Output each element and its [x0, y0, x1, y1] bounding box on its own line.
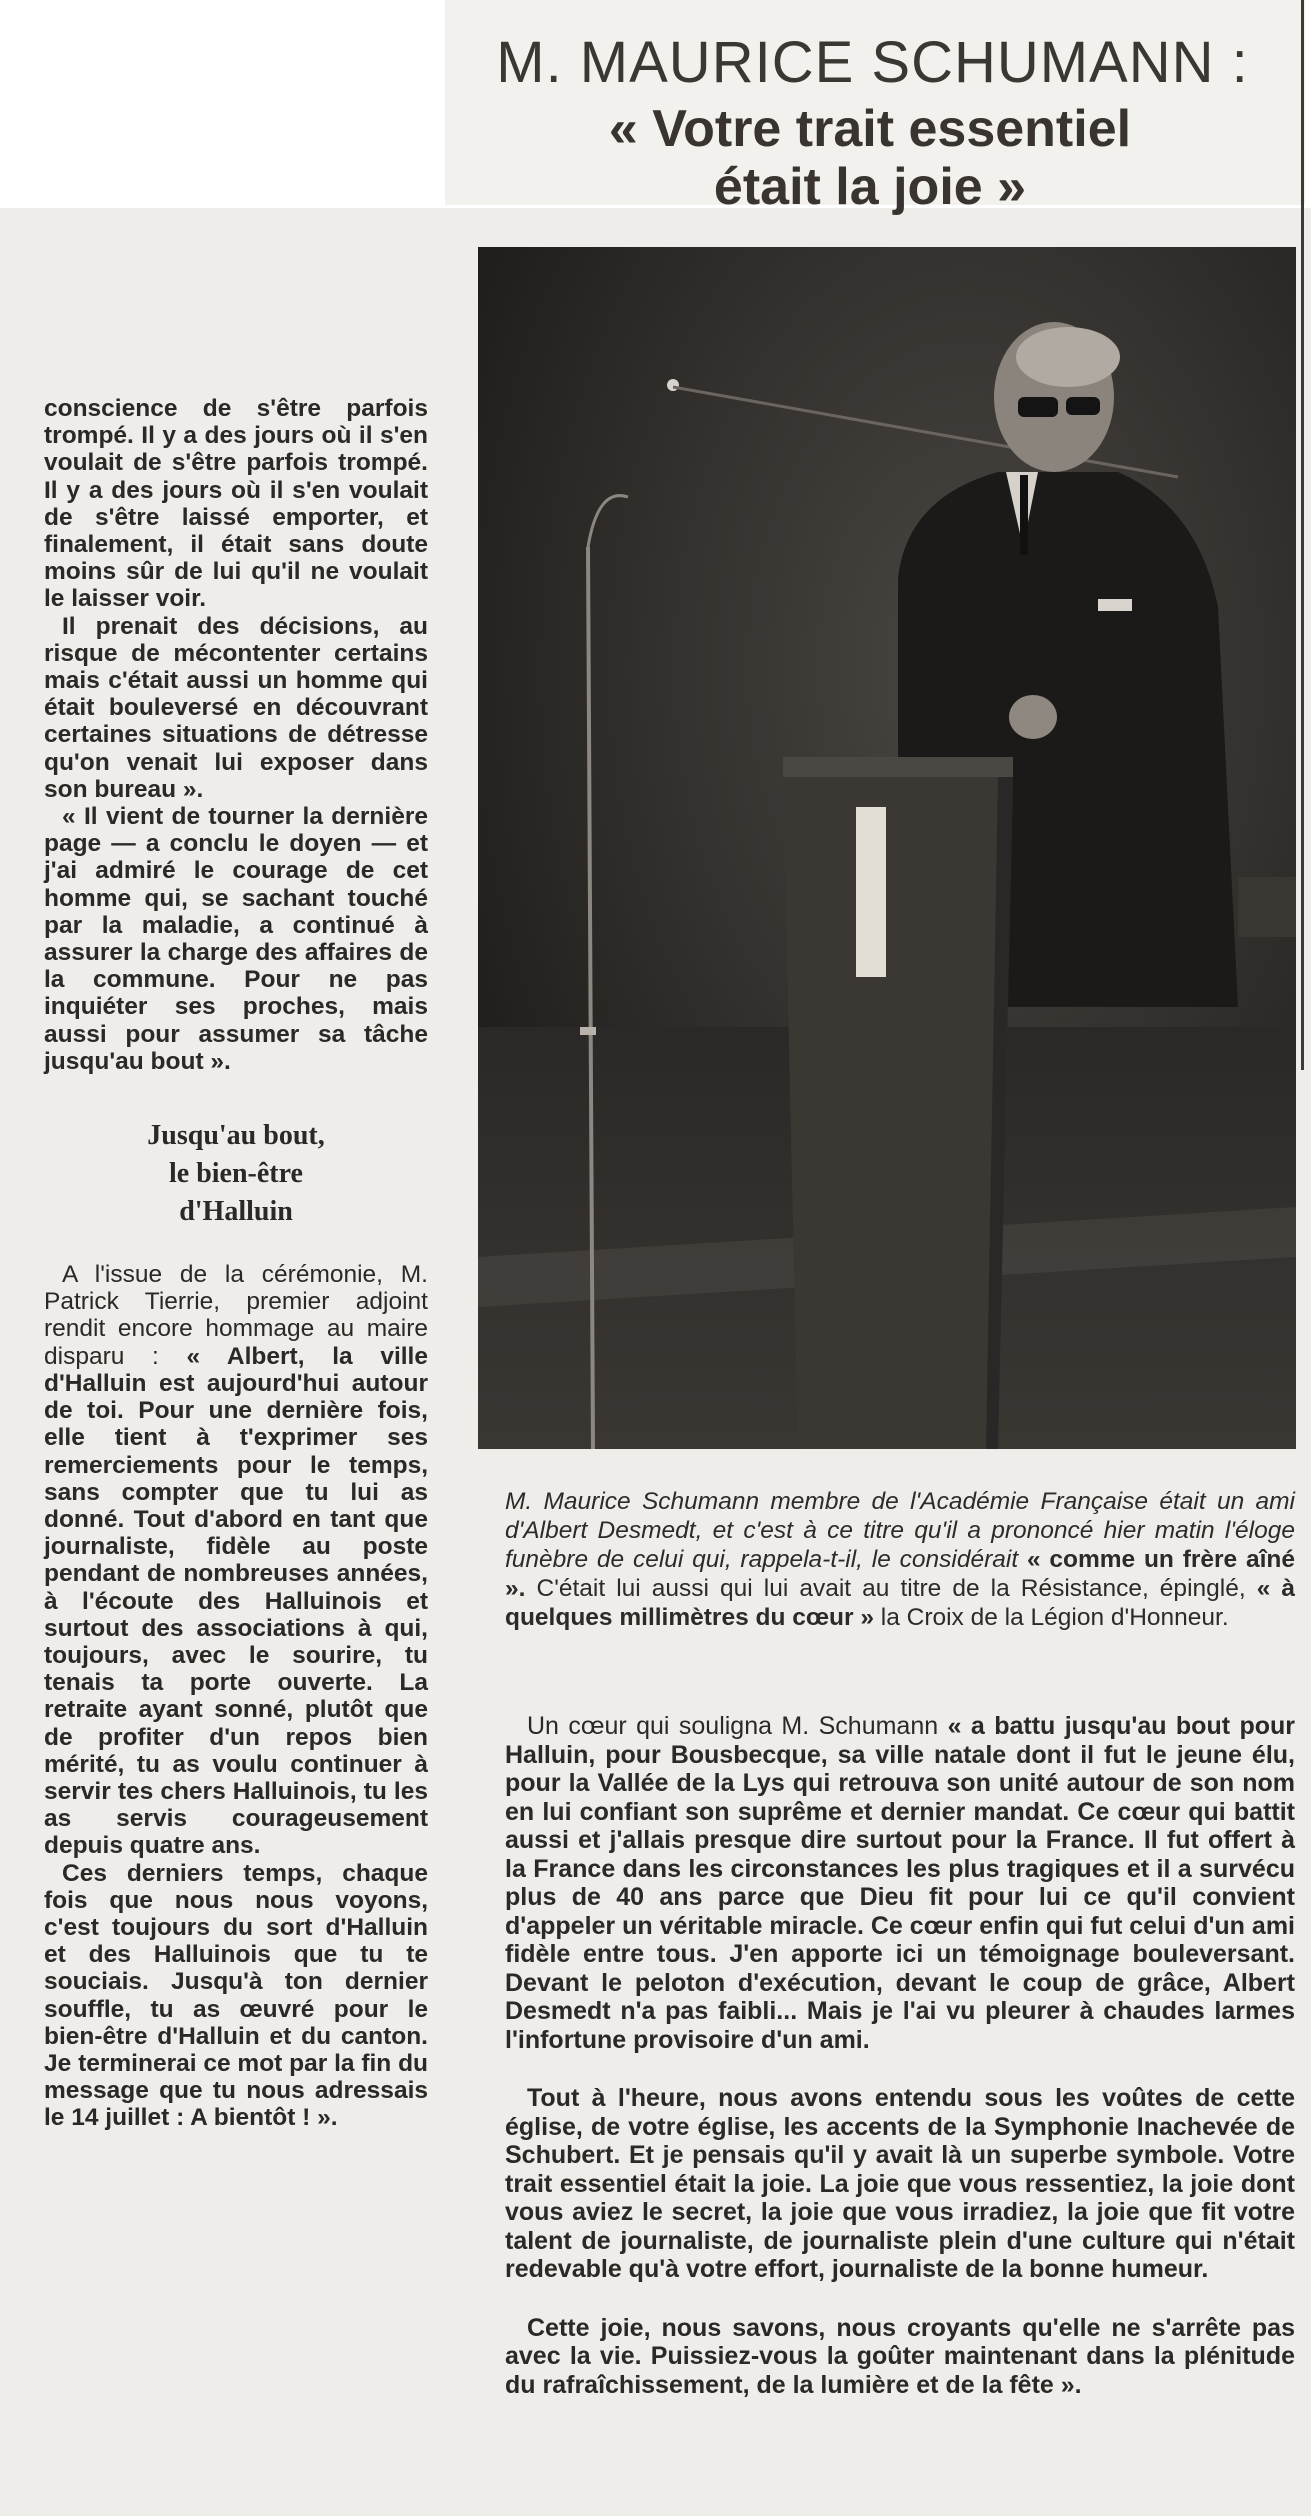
- left-paragraph-1: conscience de s'être parfois trompé. Il y a des jours où il s'en voulait de s'être parfois trompé. Il y a des jours où il s'en voulait de s'être laissé emporter, et finalement, il était sans doute moins sûr de lui qu'il ne voulait le laisser voir.: [44, 395, 428, 613]
- right-paragraph-3: Cette joie, nous savons, nous croyants qu'elle ne s'arrête pas avec la vie. Puissiez-vous la goûter maintenant dans la plénitude du rafraîchissement, de la lumière et de la fête ».: [505, 2313, 1295, 2399]
- left-paragraph-2: Il prenait des décisions, au risque de mécontenter certains mais c'était aussi un homme qui était bouleversé en découvrant certaines situations de détresse qu'on venait lui exposer dans son bureau ».: [44, 612, 428, 803]
- left-paragraph-4: [44, 1261, 428, 1859]
- tribute-quote: « Albert, la ville d'Halluin est aujourd'hui autour de toi. Pour une dernière fois, elle tient à t'exprimer ses remerciements pour le temps, sans compter que tu lui as donné. Tout d'abord en tant que journaliste, fidèle au poste pendant de nombreuses années, à l'écoute des Halluinois et surtout des associations à qui, toujours, avec le sourire, tu tenais ta porte ouverte. La retraite ayant sonné, plutôt que de profiter d'un repos bien mérité, tu as voulu continuer à servir tes chers Halluinois, tu les as servis courageusement depuis quatre ans.: [44, 1342, 428, 1860]
- caption-text-2: la Croix de la Légion d'Honneur.: [880, 1604, 1229, 1631]
- section-subtitle: [44, 1117, 428, 1231]
- right-paragraph-1-body: « a battu jusqu'au bout pour Halluin, pour Bousbecque, sa ville natale dont il fut le jeune élu, pour la Vallée de la Lys qui retrouva son unité autour de son nom en lui confiant son suprême et dernier mandat. Ce cœur qui battit aussi et j'allais presque dire surtout pour la France. Il fut offert à la France dans les circonstances les plus tragiques et il a survécu plus de 40 ans parce que Dieu fit pour lui ce qu'il convient d'appeler un véritable miracle. Ce cœur enfin qui fut celui d'un ami fidèle entre tous. J'en apporte ici un témoignage bouleversant. Devant le peloton d'exécution, devant le coup de grâce, Albert Desmedt n'a pas faibli... Mais je l'ai vu pleurer à chaudes larmes l'infortune provisoire d'un ami.: [505, 1712, 1295, 2054]
- headline: M. MAURICE SCHUMANN :: [496, 30, 1249, 95]
- right-column: [505, 1712, 1295, 2429]
- subheadline-line-1: « Votre trait essentiel: [608, 100, 1132, 158]
- speaker-at-lectern-photo: [478, 247, 1296, 1449]
- right-paragraph-2: Tout à l'heure, nous avons entendu sous les voûtes de cette église, de votre église, les accents de la Symphonie Inachevée de Schubert. Et je pensais qu'il y avait là un superbe symbole. Votre trait essentiel était la joie. La joie que vous ressentiez, la joie dont vous aviez le secret, la joie que vous irradiez, la joie que fit votre talent de journaliste, de journaliste plein d'une culture qui n'était redevable qu'à votre effort, journaliste de la bonne humeur.: [505, 2084, 1295, 2283]
- subheadline-line-2: était la joie »: [713, 158, 1027, 216]
- subtitle-line-3: d'Halluin: [179, 1196, 293, 1228]
- subtitle-line-1: Jusqu'au bout,: [147, 1120, 325, 1152]
- caption-italic: M. Maurice Schumann membre de l'Académie Française était un ami d'Albert Desmedt, et c'est à ce titre qu'il a prononcé hier matin l'éloge funèbre de celui qui, rappela-t-il, le considérait: [505, 1488, 1295, 1573]
- photo-caption: [505, 1487, 1295, 1632]
- left-column: [44, 395, 428, 2132]
- caption-text-1: C'était lui aussi qui lui avait au titre de la Résistance, épinglé,: [536, 1575, 1246, 1602]
- right-paragraph-1: [505, 1712, 1295, 2054]
- tribute-intro: A l'issue de la cérémonie, M. Patrick Tierrie, premier adjoint rendit encore hommage au maire disparu :: [44, 1261, 428, 1370]
- column-rule: [1301, 0, 1304, 1070]
- caption-quote-1: « comme un frère aîné ».: [505, 1546, 1295, 1602]
- subheadline: [470, 100, 1270, 216]
- right-paragraph-1-intro: Un cœur qui souligna M. Schumann: [527, 1712, 939, 1740]
- left-paragraph-5: Ces derniers temps, chaque fois que nous nous voyons, c'est toujours du sort d'Halluin et des Halluinois que tu te souciais. Jusqu'à ton dernier souffle, tu as œuvré pour le bien-être d'Halluin et du canton. Je terminerai ce mot par la fin du message que tu nous adressais le 14 juillet : A bientôt ! ».: [44, 1859, 428, 2132]
- left-paragraph-3: « Il vient de tourner la dernière page — a conclu le doyen — et j'ai admiré le courage de cet homme qui, se sachant touché par la maladie, a continué à assurer la charge des affaires de la commune. Pour ne pas inquiéter ses proches, mais aussi pour assumer sa tâche jusqu'au bout ».: [44, 803, 428, 1075]
- caption-quote-2: « à quelques millimètres du cœur »: [505, 1575, 1296, 1631]
- article-photo: [478, 247, 1296, 1449]
- subtitle-line-2: le bien-être: [169, 1158, 303, 1190]
